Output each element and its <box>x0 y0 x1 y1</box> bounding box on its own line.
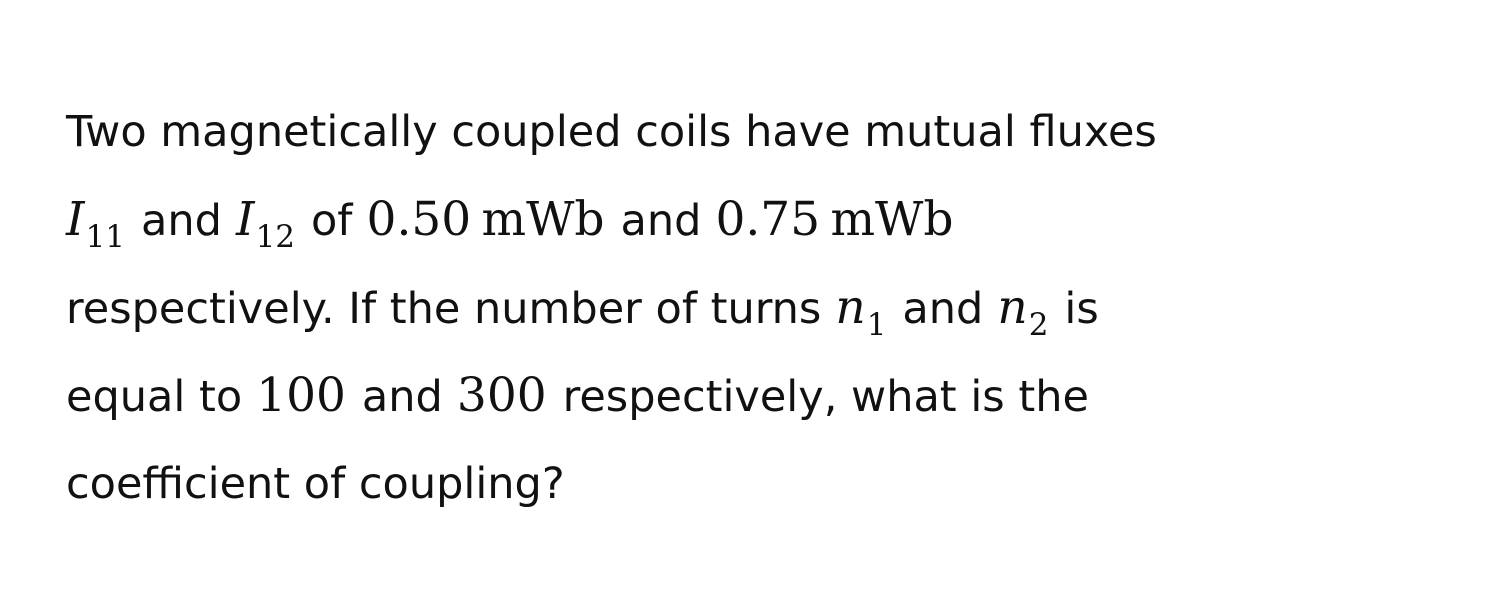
turns-subscript: 2 <box>1028 306 1049 343</box>
problem-text-segment: and <box>620 196 702 246</box>
turns-n2-symbol <box>997 280 1049 343</box>
turns-n1-symbol <box>835 280 887 343</box>
problem-line-2 <box>66 176 1456 264</box>
problem-text-segment: respectively, what is the <box>562 372 1089 422</box>
flux-subscript: 12 <box>255 218 296 255</box>
problem-text-segment: of <box>311 196 353 246</box>
problem-text-segment: coefficient of coupling? <box>66 459 565 509</box>
problem-line-1 <box>66 88 1456 176</box>
flux-unit: mWb <box>481 192 605 247</box>
flux-value-2 <box>715 192 953 247</box>
turns-subscript: 1 <box>866 306 887 343</box>
turns-value-2: 300 <box>456 368 547 423</box>
problem-text-segment: and <box>361 372 443 422</box>
problem-text <box>66 88 1456 528</box>
turns-value-1: 100 <box>256 368 346 423</box>
problem-text-segment: equal to <box>66 372 243 422</box>
flux-variable: I <box>66 192 85 247</box>
flux-number: 0.75 <box>715 192 821 247</box>
turns-variable: n <box>997 280 1028 335</box>
problem-line-5 <box>66 440 1456 528</box>
turns-variable: n <box>835 280 866 335</box>
flux-subscript: 11 <box>85 218 126 255</box>
problem-text-segment: Two magnetically coupled coils have mutual fluxes <box>66 107 1157 157</box>
flux-unit: mWb <box>830 192 954 247</box>
flux-number: 0.50 <box>366 192 472 247</box>
problem-line-3 <box>66 264 1456 352</box>
problem-line-4 <box>66 352 1456 440</box>
problem-text-segment: respectively. If the number of turns <box>66 284 822 334</box>
problem-text-segment: and <box>141 196 222 246</box>
flux-variable: I <box>236 192 255 247</box>
flux-phi12-symbol <box>236 192 296 255</box>
problem-text-segment: is <box>1064 284 1099 334</box>
flux-phi11-symbol <box>66 192 126 255</box>
problem-text-segment: and <box>902 284 984 334</box>
flux-value-1 <box>367 192 605 247</box>
